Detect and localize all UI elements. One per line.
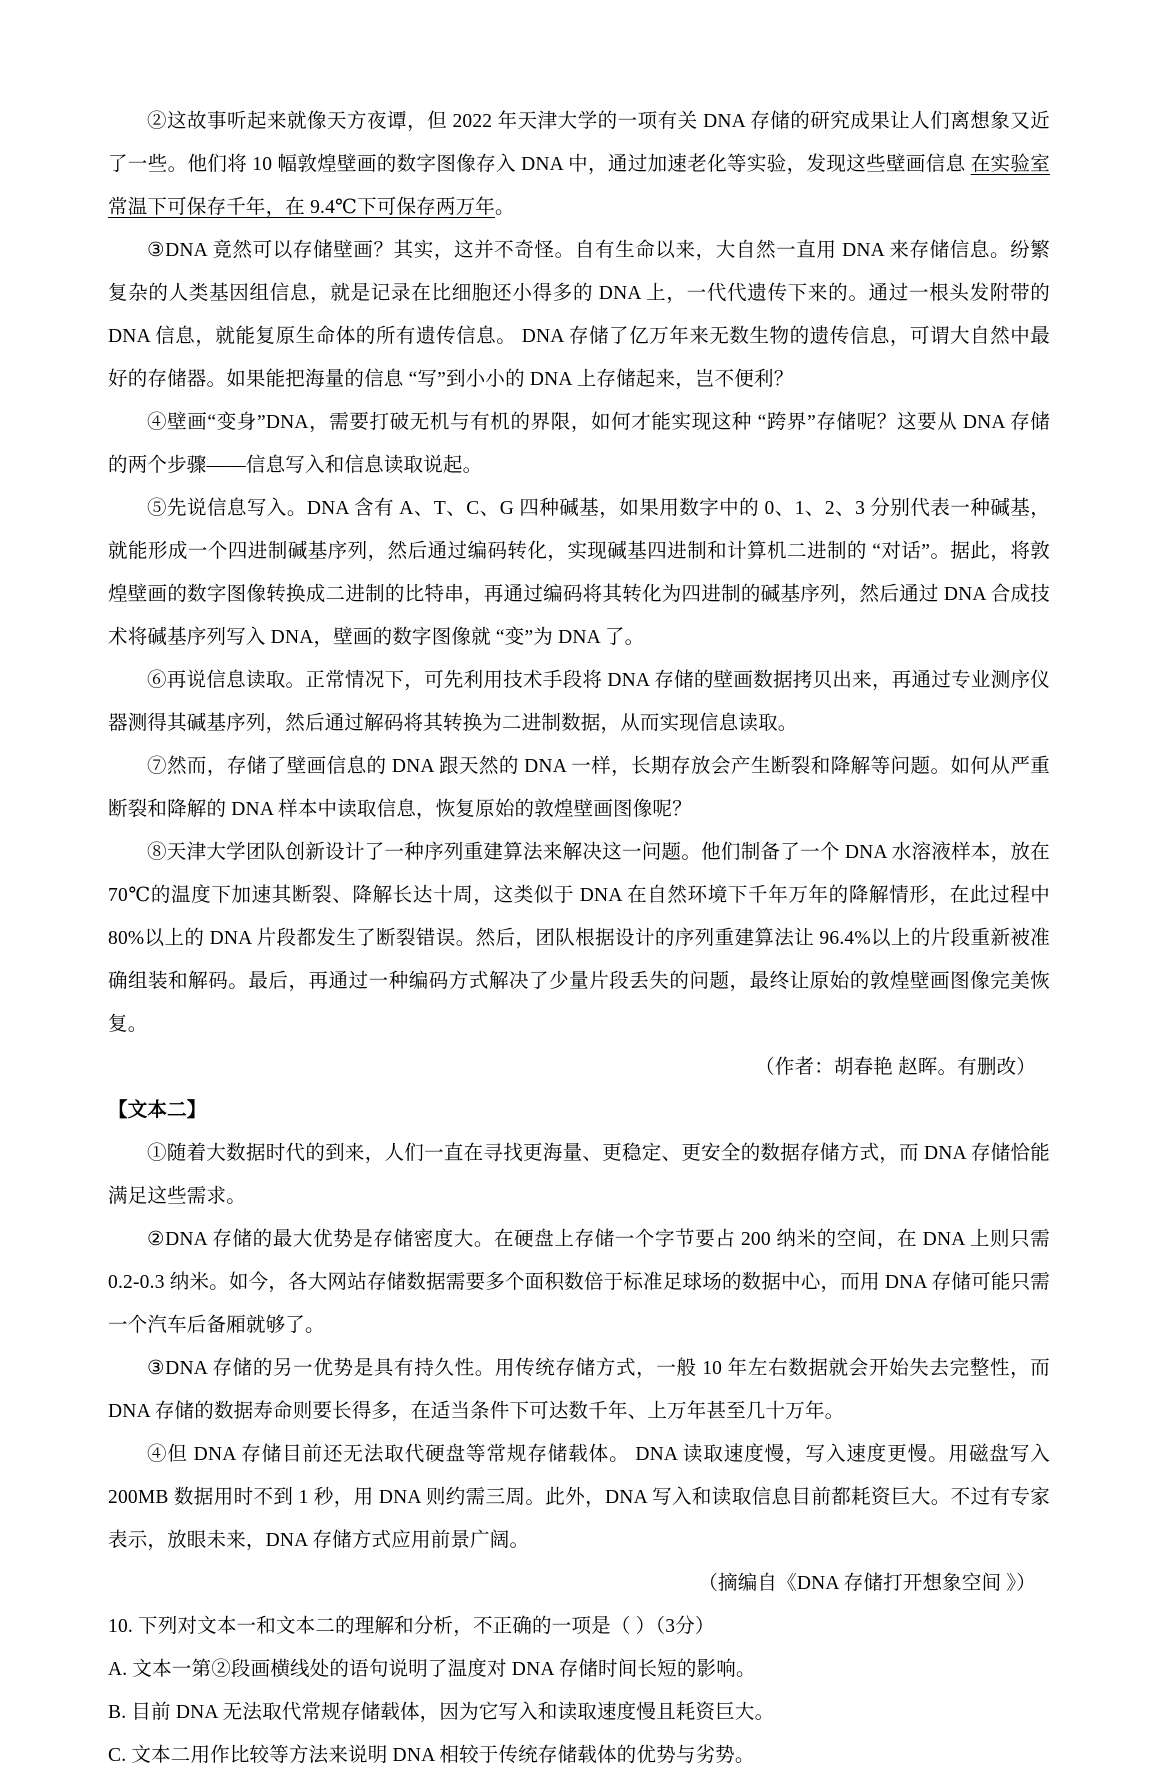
paragraph-6: ⑥再说信息读取。正常情况下，可先利用技术手段将 DNA 存储的壁画数据拷贝出来，再通过专业测序仪器测得其碱基序列，然后通过解码将其转换为二进制数据，从而实现信息读取。 — [108, 670, 1050, 734]
paragraph-2-text-b: 。 — [494, 197, 515, 218]
text2-paragraph-4: ④但 DNA 存储目前还无法取代硬盘等常规存储载体。 DNA 读取速度慢，写入速度更慢。用磁盘写入 200MB 数据用时不到 1 秒，用 DNA 则约需三周。此外，DNA 写入和读取信息目前都耗资巨大。不过有专家表示，放眼未来，DNA 存储方式应用前景广阔。 — [108, 1444, 1050, 1551]
question-option-c: C. 文本二用作比较等方法来说明 DNA 相较于传统存储载体的优势与劣势。 — [108, 1745, 755, 1766]
text2-paragraph-1: ①随着大数据时代的到来，人们一直在寻找更海量、更稳定、更安全的数据存储方式，而 DNA 存储恰能满足这些需求。 — [108, 1143, 1050, 1207]
article-body — [108, 100, 1050, 1777]
text2-paragraph-2: ②DNA 存储的最大优势是存储密度大。在硬盘上存储一个字节要占 200 纳米的空间，在 DNA 上则只需0.2-0.3 纳米。如今，各大网站存储数据需要多个面积数倍于标准足球场的数据中心，而用 DNA 存储可能只需一个汽车后备厢就够了。 — [108, 1229, 1050, 1336]
text2-paragraph-3: ③DNA 存储的另一优势是具有持久性。用传统存储方式，一般 10 年左右数据就会开始失去完整性，而DNA 存储的数据寿命则要长得多，在适当条件下可达数千年、上万年甚至几十万年。 — [108, 1358, 1050, 1422]
paragraph-7: ⑦然而，存储了壁画信息的 DNA 跟天然的 DNA 一样，长期存放会产生断裂和降解等问题。如何从严重断裂和降解的 DNA 样本中读取信息，恢复原始的敦煌壁画图像呢？ — [108, 756, 1050, 820]
question-stem: 10. 下列对文本一和文本二的理解和分析，不正确的一项是（ ）（3分） — [108, 1616, 715, 1637]
paragraph-4: ④壁画“变身”DNA，需要打破无机与有机的界限，如何才能实现这种 “跨界”存储呢？这要从 DNA 存储的两个步骤——信息写入和信息读取说起。 — [108, 412, 1050, 476]
paragraph-3: ③DNA 竟然可以存储壁画？其实，这并不奇怪。自有生命以来，大自然一直用 DNA 来存储信息。纷繁复杂的人类基因组信息，就是记录在比细胞还小得多的 DNA 上，一代代遗传下来的。通过一根头发附带的 DNA 信息，就能复原生命体的所有遗传信息。 DNA 存储了亿万年来无数生物的遗传信息，可谓大自然中最好的存储器。如果能把海量的信息 “写”到小小的 DNA 上存储起来，岂不便利？ — [108, 240, 1050, 390]
paragraph-8: ⑧天津大学团队创新设计了一种序列重建算法来解决这一问题。他们制备了一个 DNA 水溶液样本，放在70℃的温度下加速其断裂、降解长达十周，这类似于 DNA 在自然环境下千年万年的降解情形，在此过程中 80%以上的 DNA 片段都发生了断裂错误。然后，团队根据设计的序列重建算法让 96.4%以上的片段重新被准确组装和解码。最后，再通过一种编码方式解决了少量片段丢失的问题，最终让原始的敦煌壁画图像完美恢复。 — [108, 842, 1050, 1035]
paragraph-5: ⑤先说信息写入。DNA 含有 A、T、C、G 四种碱基，如果用数字中的 0、1、2、3 分别代表一种碱基，就能形成一个四进制碱基序列，然后通过编码转化，实现碱基四进制和计算机二进制的 “对话”。据此，将敦煌壁画的数字图像转换成二进制的比特串，再通过编码将其转化为四进制的碱基序列，然后通过 DNA 合成技术将碱基序列写入 DNA，壁画的数字图像就 “变”为 DNA 了。 — [108, 498, 1050, 648]
attribution-text-one: （作者：胡春艳 赵晖。有删改） — [755, 1057, 1036, 1078]
paragraph-2 — [108, 100, 1050, 229]
attribution-text-two: （摘编自《DNA 存储打开想象空间 》） — [698, 1573, 1036, 1594]
question-option-b: B. 目前 DNA 无法取代常规存储载体，因为它写入和读取速度慢且耗资巨大。 — [108, 1702, 775, 1723]
question-option-a: A. 文本一第②段画横线处的语句说明了温度对 DNA 存储时间长短的影响。 — [108, 1659, 756, 1680]
paragraph-2-underlined-text: 在实验室常温下可保存千年，在 9.4℃下可保存两万年 — [108, 154, 1050, 218]
paragraph-2-text-a: ②这故事听起来就像天方夜谭，但 2022 年天津大学的一项有关 DNA 存储的研究成果让人们离想象又近了一些。他们将 10 幅敦煌壁画的数字图像存入 DNA 中，通过加速老化等实验，发现这些壁画信息 — [108, 111, 1050, 175]
text-two-heading: 【文本二】 — [108, 1100, 207, 1121]
